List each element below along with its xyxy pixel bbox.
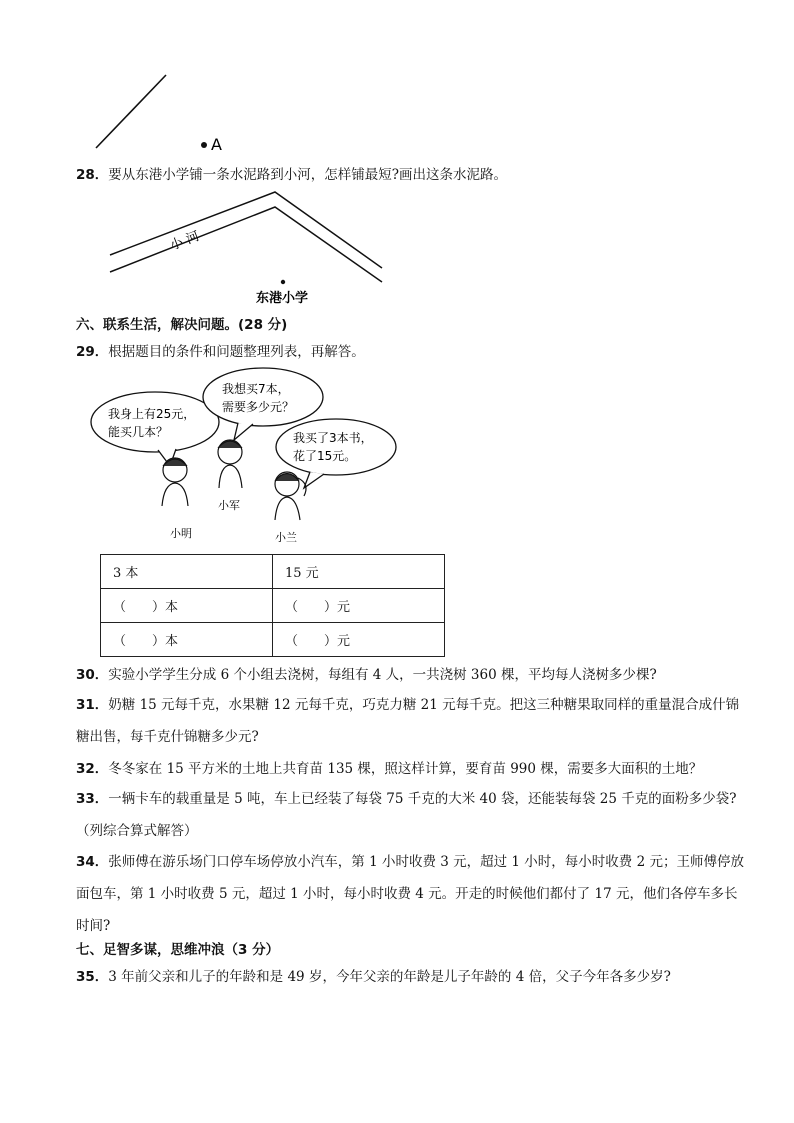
- bubble-right-tail: [304, 472, 324, 488]
- bubble-right-line2: 花了15元。: [293, 449, 357, 463]
- name-xiaojun: 小军: [218, 499, 240, 512]
- q28: [76, 166, 507, 184]
- bubble-left-line2: 能买几本？: [108, 425, 169, 439]
- q34-text: 张师傅在游乐场门口停车场停放小汽车，第 1 小时收费 3 元，超过 1 小时，每小时收费 2 元；王师傅停放面包车，第 1 小时收费 5 元，超过 1 小时，每小时收费 4 元。开走的时候他们都付了 17 元，他们各停车多长时间?: [76, 854, 744, 934]
- river-label: 小 河: [168, 228, 202, 254]
- table-cell: 15 元: [273, 555, 445, 589]
- table-row: [101, 555, 445, 589]
- bubble-mid-line2: 需要多少元？: [222, 400, 295, 414]
- table-row: [101, 623, 445, 657]
- xiaoming-figure: [162, 458, 188, 506]
- bubble-mid: [203, 368, 323, 426]
- bubble-left-line1: 我身上有25元，: [108, 407, 196, 421]
- table-cell: 3 本: [101, 555, 273, 589]
- section-6-title: 六、联系生活，解决问题。(28 分): [76, 317, 288, 333]
- q30-text: 实验小学学生分成 6 个小组去浇树，每组有 4 人，一共浇树 360 棵，平均每人浇树多少棵?: [108, 667, 657, 683]
- q34: [76, 846, 746, 942]
- school-label: 东港小学: [256, 291, 309, 306]
- section-7-title: 七、足智多谋，思维冲浪（3 分）: [76, 942, 280, 958]
- xiaojun-figure: [218, 440, 242, 488]
- q28-figure: [100, 188, 400, 308]
- q33-text: 一辆卡车的载重量是 5 吨，车上已经装了每袋 75 千克的大米 40 袋，还能装每袋 25 千克的面粉多少袋?（列综合算式解答）: [76, 791, 737, 839]
- q31: [76, 689, 746, 753]
- name-xiaolan: 小兰: [275, 531, 297, 544]
- table-cell: （ ）元: [273, 623, 445, 657]
- q27-line: [96, 75, 166, 148]
- q30-number: 30．: [76, 667, 109, 683]
- q27-point-label: A: [211, 135, 222, 154]
- q29-illustration: [88, 366, 398, 552]
- q29-table: [100, 554, 445, 657]
- name-xiaoming: 小明: [170, 527, 192, 540]
- table-cell: （ ）本: [101, 589, 273, 623]
- q29-text: 根据题目的条件和问题整理列表，再解答。: [108, 344, 365, 360]
- bubble-right: [276, 419, 396, 475]
- q29-number: 29．: [76, 344, 109, 360]
- bubble-mid-line1: 我想买7本，: [222, 382, 290, 396]
- bubble-left: [91, 392, 219, 452]
- xiaolan-figure: [275, 472, 306, 520]
- q27-figure: [90, 70, 260, 155]
- q34-number: 34．: [76, 854, 109, 870]
- q32-text: 冬冬家在 15 平方米的土地上共育苗 135 棵，照这样计算，要育苗 990 棵，需要多大面积的土地？: [108, 761, 703, 777]
- q31-text: 奶糖 15 元每千克，水果糖 12 元每千克，巧克力糖 21 元每千克。把这三种糖果取同样的重量混合成什锦糖出售，每千克什锦糖多少元?: [76, 697, 740, 745]
- q35: [76, 968, 671, 986]
- bubble-right-line1: 我买了3本书，: [293, 431, 373, 445]
- bubble-mid-tail: [234, 423, 253, 440]
- table-row: [101, 589, 445, 623]
- q35-number: 35．: [76, 969, 109, 985]
- q28-text: 要从东港小学铺一条水泥路到小河，怎样铺最短?画出这条水泥路。: [108, 167, 508, 183]
- q31-number: 31．: [76, 697, 109, 713]
- q29: [76, 343, 365, 361]
- q33-number: 33．: [76, 791, 109, 807]
- q30: [76, 666, 657, 684]
- q28-number: 28．: [76, 167, 109, 183]
- school-point: [281, 280, 285, 284]
- q33: [76, 783, 746, 847]
- q32-number: 32．: [76, 761, 109, 777]
- q35-text: 3 年前父亲和儿子的年龄和是 49 岁，今年父亲的年龄是儿子年龄的 4 倍，父子今年各多少岁?: [108, 969, 671, 985]
- q27-point: [201, 142, 207, 148]
- q32: [76, 760, 702, 778]
- table-cell: （ ）元: [273, 589, 445, 623]
- river-lower-bank: [110, 207, 382, 282]
- table-cell: （ ）本: [101, 623, 273, 657]
